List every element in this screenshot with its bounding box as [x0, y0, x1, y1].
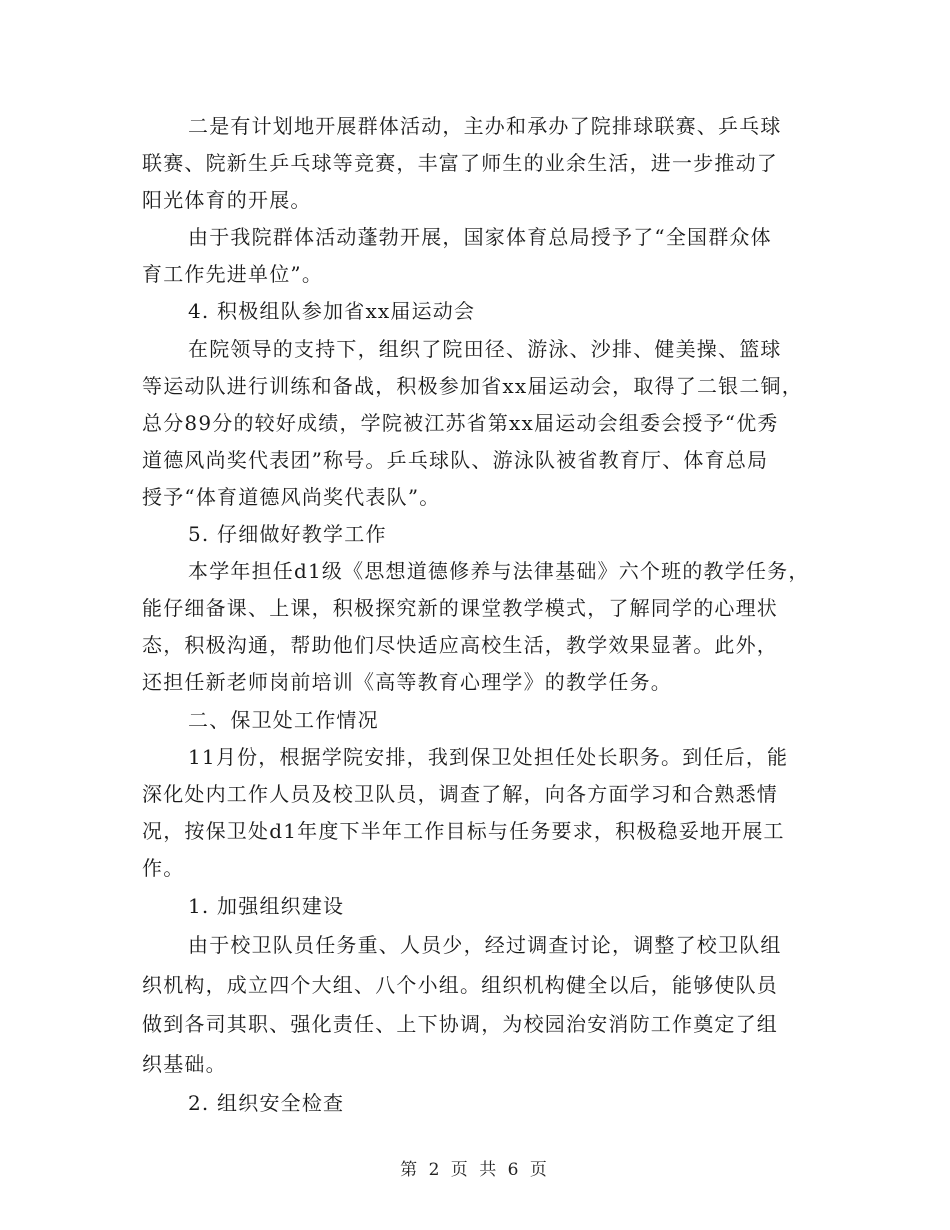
text-line: 深化处内工作人员及校卫队员，调查了解，向各方面学习和合熟悉情	[142, 781, 778, 806]
text-line: 阳光体育的开展。	[142, 188, 312, 213]
text-line: 由于校卫队员任务重、人员少，经过调查讨论，调整了校卫队组	[188, 933, 782, 958]
text-line: 况，按保卫处d1年度下半年工作目标与任务要求，积极稳妥地开展工	[142, 818, 785, 843]
document-body	[142, 108, 842, 1123]
text-line: 能仔细备课、上课，积极探究新的课堂教学模式，了解同学的心理状	[142, 596, 778, 621]
text-line: 还担任新老师岗前培训《高等教育心理学》的教学任务。	[142, 670, 672, 695]
text-line: 本学年担任d1级《思想道德修养与法律基础》六个班的教学任务，	[188, 559, 810, 584]
text-line: 1. 加强组织建设	[188, 893, 345, 918]
text-line: 育工作先进单位”。	[142, 262, 324, 287]
text-line: 做到各司其职、强化责任、上下协调，为校园治安消防工作奠定了组	[142, 1012, 778, 1037]
text-line: 道德风尚奖代表团”称号。乒乓球队、游泳队被省教育厅、体育总局	[142, 447, 769, 472]
text-line: 等运动队进行训练和备战，积极参加省xx届运动会，取得了二银二铜，	[142, 373, 803, 398]
text-line: 联赛、院新生乒乓球等竞赛，丰富了师生的业余生活，进一步推动了	[142, 151, 778, 176]
text-line: 织机构，成立四个大组、八个小组。组织机构健全以后，能够使队员	[142, 972, 778, 997]
text-line: 总分89分的较好成绩，学院被江苏省第xx届运动会组委会授予“优秀	[142, 410, 779, 435]
text-line: 在院领导的支持下，组织了院田径、游泳、沙排、健美操、篮球	[188, 336, 782, 361]
text-line: 由于我院群体活动蓬勃开展，国家体育总局授予了“全国群众体	[188, 225, 772, 250]
text-line: 11月份，根据学院安排，我到保卫处担任处长职务。到任后，能	[188, 744, 789, 769]
text-line: 4. 积极组队参加省xx届运动会	[188, 299, 476, 324]
text-line: 5. 仔细做好教学工作	[188, 522, 387, 547]
page-footer: 第 2 页 共 6 页	[400, 1160, 550, 1180]
text-line: 态，积极沟通，帮助他们尽快适应高校生活，教学效果显著。此外，	[142, 633, 778, 658]
text-line: 二、保卫处工作情况	[188, 707, 379, 732]
text-line: 作。	[142, 855, 185, 880]
text-line: 授予“体育道德风尚奖代表队”。	[142, 484, 441, 509]
text-line: 二是有计划地开展群体活动，主办和承办了院排球联赛、乒乓球	[188, 114, 782, 138]
text-line: 织基础。	[142, 1051, 227, 1076]
text-line: 2. 组织安全检查	[188, 1090, 345, 1115]
